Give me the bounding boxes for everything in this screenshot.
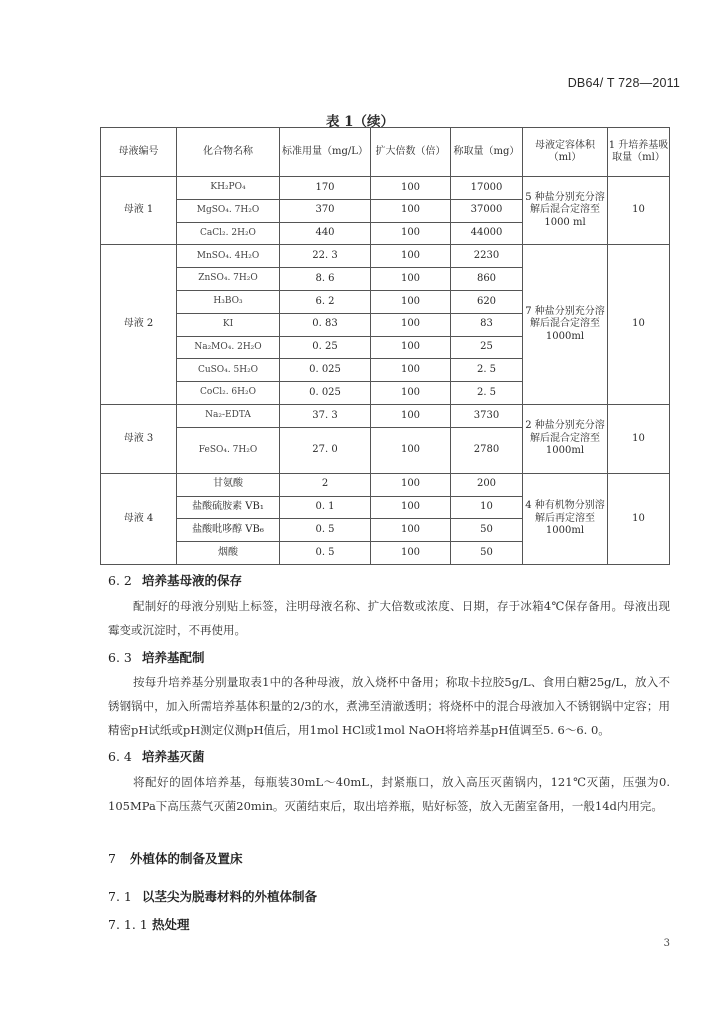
weigh-cell: 17000 [451, 177, 523, 200]
header-stock-no: 母液编号 [101, 128, 177, 177]
weigh-cell: 83 [451, 313, 523, 336]
stock-name: 母液 3 [101, 404, 177, 473]
weigh-cell: 44000 [451, 222, 523, 245]
volume-note: 4 种有机物分别溶解后再定溶至 1000ml [523, 473, 608, 564]
std-amount-cell: 8. 6 [280, 268, 371, 291]
take-cell: 10 [608, 177, 670, 245]
std-amount-cell: 0. 83 [280, 313, 371, 336]
std-amount-cell: 6. 2 [280, 290, 371, 313]
weigh-cell: 2230 [451, 245, 523, 268]
section-number: 7. 1. 1 [108, 917, 148, 932]
table-row [101, 404, 670, 427]
stock-name: 母液 4 [101, 473, 177, 564]
compound-cell: FeSO₄. 7H₂O [177, 427, 280, 473]
take-cell: 10 [608, 473, 670, 564]
std-amount-cell: 0. 1 [280, 496, 371, 519]
section-title: 热处理 [152, 917, 190, 932]
compound-cell: CaCl₂. 2H₂O [177, 222, 280, 245]
factor-cell: 100 [371, 268, 451, 291]
std-amount-cell: 27. 0 [280, 427, 371, 473]
section-title: 外植体的制备及置床 [130, 851, 243, 866]
std-amount-cell: 22. 3 [280, 245, 371, 268]
compound-cell: 甘氨酸 [177, 473, 280, 496]
section-heading-7-1-1 [108, 915, 190, 933]
std-amount-cell: 0. 5 [280, 542, 371, 565]
factor-cell: 100 [371, 359, 451, 382]
std-amount-cell: 0. 5 [280, 519, 371, 542]
section-number: 7. 1 [108, 889, 132, 904]
stock-name: 母液 1 [101, 177, 177, 245]
factor-cell: 100 [371, 427, 451, 473]
std-amount-cell: 170 [280, 177, 371, 200]
factor-cell: 100 [371, 382, 451, 405]
stock-solution-table [100, 127, 670, 565]
std-amount-cell: 440 [280, 222, 371, 245]
compound-cell: MnSO₄. 4H₂O [177, 245, 280, 268]
compound-cell: KI [177, 313, 280, 336]
weigh-cell: 25 [451, 336, 523, 359]
compound-cell: CuSO₄. 5H₂O [177, 359, 280, 382]
weigh-cell: 50 [451, 519, 523, 542]
table-header-row [101, 128, 670, 177]
std-amount-cell: 37. 3 [280, 404, 371, 427]
section-title: 培养基母液的保存 [142, 573, 243, 588]
weigh-cell: 2780 [451, 427, 523, 473]
paragraph-6-3: 按每升培养基分别量取表1中的各种母液，放入烧杯中备用；称取卡拉胶5g/L、食用白糖25g/L，放入不锈钢锅中，加入所需培养基体积量的2/3的水，煮沸至清澈透明；将烧杯中的混合母液加入不锈钢锅中定容；用精密pH试纸或pH测定仪测pH值后，用1mol HCl或1mol NaOH将培养基pH值调至5. 6～6. 0。 [108, 675, 670, 737]
section-title: 培养基灭菌 [142, 749, 205, 764]
weigh-cell: 200 [451, 473, 523, 496]
document-id: DB64/ T 728—2011 [567, 76, 680, 90]
section-heading-6-4 [108, 747, 205, 765]
weigh-cell: 620 [451, 290, 523, 313]
volume-note: 2 种盐分别充分溶解后混合定溶至 1000ml [523, 404, 608, 473]
section-number: 7 [108, 851, 116, 866]
take-cell: 10 [608, 245, 670, 405]
take-cell: 10 [608, 404, 670, 473]
factor-cell: 100 [371, 177, 451, 200]
compound-cell: 盐酸吡哆醇 VB₆ [177, 519, 280, 542]
compound-cell: KH₂PO₄ [177, 177, 280, 200]
volume-note: 7 种盐分别充分溶解后混合定溶至 1000ml [523, 245, 608, 405]
std-amount-cell: 370 [280, 199, 371, 222]
compound-cell: 盐酸硫胺素 VB₁ [177, 496, 280, 519]
section-heading-7-1 [108, 887, 317, 905]
section-title: 培养基配制 [142, 650, 205, 665]
std-amount-cell: 0. 025 [280, 359, 371, 382]
weigh-cell: 3730 [451, 404, 523, 427]
std-amount-cell: 2 [280, 473, 371, 496]
section-heading-7 [108, 849, 243, 867]
section-number: 6. 3 [108, 650, 132, 665]
header-compound: 化合物名称 [177, 128, 280, 177]
factor-cell: 100 [371, 290, 451, 313]
compound-cell: MgSO₄. 7H₂O [177, 199, 280, 222]
header-std-amount: 标准用量（mg/L） [280, 128, 371, 177]
factor-cell: 100 [371, 313, 451, 336]
weigh-cell: 2. 5 [451, 359, 523, 382]
factor-cell: 100 [371, 245, 451, 268]
compound-cell: CoCl₂. 6H₂O [177, 382, 280, 405]
paragraph-6-4: 将配好的固体培养基，每瓶装30mL～40mL，封紧瓶口，放入高压灭菌锅内，121℃灭菌，压强为0. 105MPa下高压蒸气灭菌20min。灭菌结束后，取出培养瓶，贴好标签，放入无菌室备用，一般14d内用完。 [108, 775, 670, 813]
section-heading-6-3 [108, 648, 205, 666]
volume-note: 5 种盐分别充分溶解后混合定溶至 1000 ml [523, 177, 608, 245]
header-weigh: 称取量（mg） [451, 128, 523, 177]
weigh-cell: 50 [451, 542, 523, 565]
header-volume: 母液定容体积（ml） [523, 128, 608, 177]
section-number: 6. 2 [108, 573, 132, 588]
weigh-cell: 2. 5 [451, 382, 523, 405]
factor-cell: 100 [371, 404, 451, 427]
section-heading-6-2 [108, 571, 242, 589]
factor-cell: 100 [371, 542, 451, 565]
factor-cell: 100 [371, 199, 451, 222]
page-number: 3 [663, 938, 670, 949]
section-title: 以茎尖为脱毒材料的外植体制备 [142, 889, 318, 904]
paragraph-6-2: 配制好的母液分别贴上标签，注明母液名称、扩大倍数或浓度、日期，存于冰箱4℃保存备用。母液出现霉变或沉淀时，不再使用。 [108, 599, 670, 637]
compound-cell: H₃BO₃ [177, 290, 280, 313]
compound-cell: 烟酸 [177, 542, 280, 565]
weigh-cell: 37000 [451, 199, 523, 222]
stock-name: 母液 2 [101, 245, 177, 405]
table-row [101, 177, 670, 200]
weigh-cell: 860 [451, 268, 523, 291]
header-take: 1 升培养基吸取量（ml） [608, 128, 670, 177]
section-number: 6. 4 [108, 749, 132, 764]
std-amount-cell: 0. 25 [280, 336, 371, 359]
header-factor: 扩大倍数（倍） [371, 128, 451, 177]
table-caption: 表 1（续） [325, 114, 395, 130]
compound-cell: Na₂MO₄. 2H₂O [177, 336, 280, 359]
table-row [101, 245, 670, 268]
factor-cell: 100 [371, 496, 451, 519]
factor-cell: 100 [371, 336, 451, 359]
compound-cell: Na₂-EDTA [177, 404, 280, 427]
factor-cell: 100 [371, 222, 451, 245]
weigh-cell: 10 [451, 496, 523, 519]
table-row [101, 473, 670, 496]
factor-cell: 100 [371, 519, 451, 542]
compound-cell: ZnSO₄. 7H₂O [177, 268, 280, 291]
std-amount-cell: 0. 025 [280, 382, 371, 405]
factor-cell: 100 [371, 473, 451, 496]
